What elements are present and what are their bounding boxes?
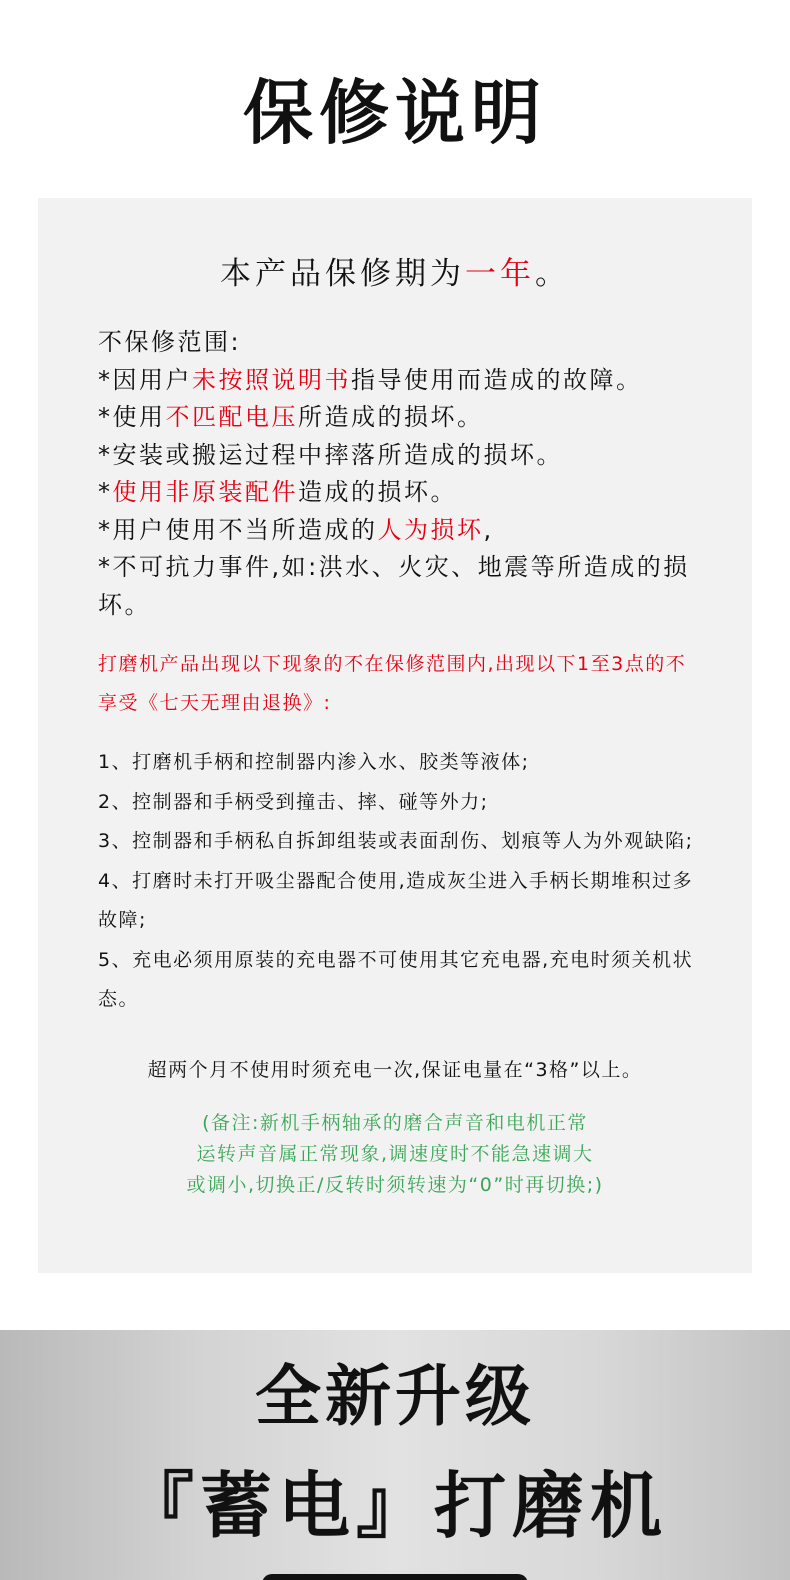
scope-item-text: 所造成的损坏。	[298, 403, 484, 431]
remark-line: 或调小,切换正/反转时须转速为“0”时再切换;)	[186, 1174, 604, 1196]
scope-item-highlight: 使用非原装配件	[112, 478, 298, 506]
scope-item-text: *使用	[98, 403, 166, 431]
scope-item-highlight: 不匹配电压	[165, 403, 298, 431]
scope-item	[98, 474, 708, 512]
warranty-card	[38, 198, 752, 1273]
banner-subtitle: 『蓄电』打磨机	[121, 1464, 668, 1548]
banner-title: 全新升级	[255, 1358, 535, 1435]
exclusion-rules	[98, 743, 698, 1020]
rule-item: 4、打磨时未打开吸尘器配合使用,造成灰尘进入手柄长期堆积过多故障;	[98, 869, 694, 931]
scope-item-text: *用户使用不当所造成的	[98, 515, 378, 544]
page-title: 保修说明	[243, 72, 547, 154]
scope-item: *不可抗力事件,如:洪水、火灾、地震等所造成的损坏。	[98, 553, 690, 619]
scope-item-text: 造成的损坏。	[298, 478, 457, 506]
rule-item: 1、打磨机手柄和控制器内渗入水、胶类等液体;	[98, 751, 530, 773]
scope-item	[98, 362, 708, 400]
charge-note: 超两个月不使用时须充电一次,保证电量在“3格”以上。	[147, 1059, 643, 1081]
remark-note	[38, 1108, 752, 1201]
scope-item-text: ,	[483, 515, 494, 544]
return-policy-notice: 打磨机产品出现以下现象的不在保修范围内,出现以下1至3点的不享受《七天无理由退换》:	[98, 653, 687, 714]
scope-heading: 不保修范围:	[98, 328, 242, 356]
remark-line: (备注:新机手柄轴承的磨合声音和电机正常	[202, 1112, 588, 1134]
warranty-period	[38, 250, 752, 298]
rule-item: 5、充电必须用原装的充电器不可使用其它充电器,充电时须关机状态。	[98, 948, 694, 1010]
banner-bar	[262, 1574, 528, 1580]
rule-item: 2、控制器和手柄受到撞击、摔、碰等外力;	[98, 790, 489, 813]
scope-item-text: *因用户	[98, 365, 192, 394]
scope-item	[98, 399, 708, 437]
non-warranty-scope	[98, 324, 708, 624]
scope-item: *安装或搬运过程中摔落所造成的损坏。	[98, 440, 563, 469]
remark-line: 运转声音属正常现象,调速度时不能急速调大	[196, 1143, 594, 1165]
scope-item-text: *	[98, 478, 113, 506]
scope-item-highlight: 人为损坏	[377, 515, 484, 544]
scope-item-highlight: 未按照说明书	[192, 365, 351, 394]
upgrade-banner	[0, 1330, 790, 1580]
rule-item: 3、控制器和手柄私自拆卸组装或表面刮伤、划痕等人为外观缺陷;	[98, 830, 694, 852]
warranty-period-suffix: 。	[535, 256, 570, 292]
warranty-period-highlight: 一年	[465, 256, 535, 292]
scope-item-text: 指导使用而造成的故障。	[351, 365, 643, 394]
warranty-period-prefix: 本产品保修期为	[220, 256, 465, 292]
scope-item	[98, 512, 708, 550]
